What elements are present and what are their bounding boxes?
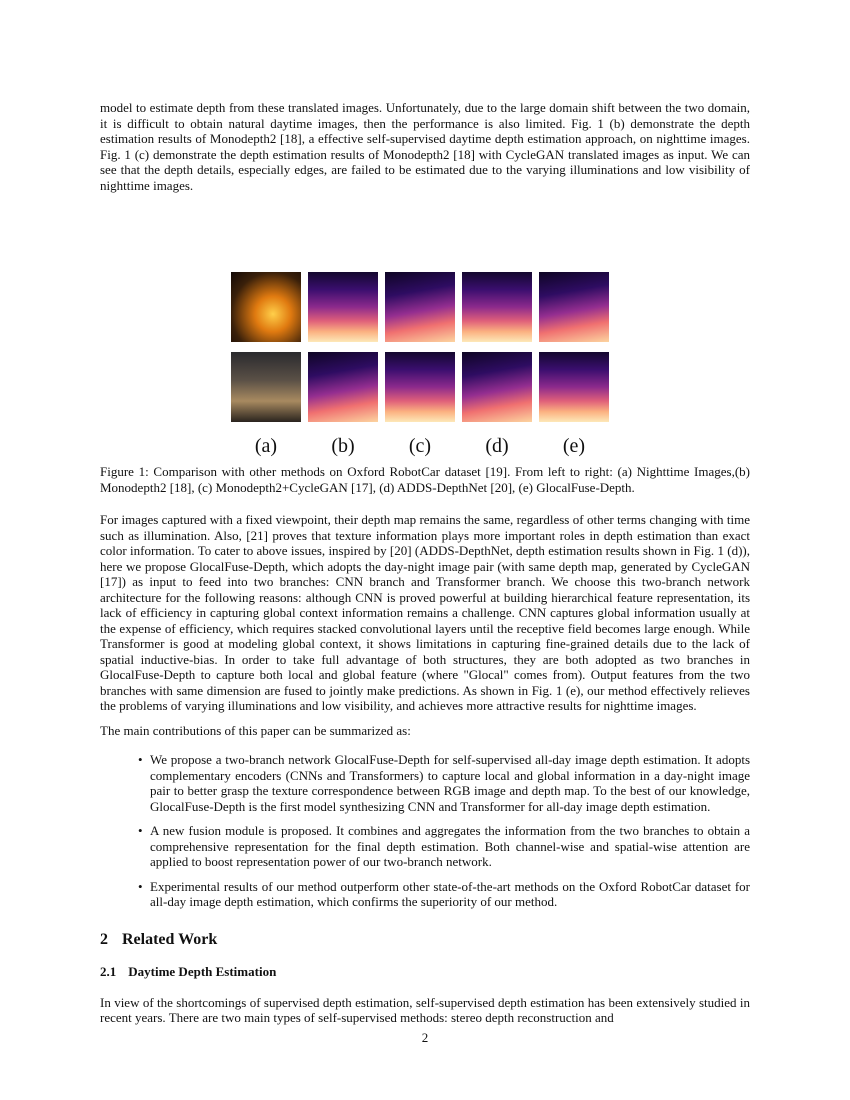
section-heading: [100, 930, 750, 950]
subsection-heading: [100, 964, 750, 980]
depth-monodepth2-2: [308, 352, 378, 422]
figure-label-c: (c): [408, 435, 432, 457]
figure-1: [100, 237, 750, 457]
depth-adds-2: [462, 352, 532, 422]
subsection-title: Daytime Depth Estimation: [128, 963, 277, 979]
subsection-number: 2.1: [100, 963, 117, 979]
page-number: 2: [421, 1030, 429, 1045]
nighttime-image-2: [231, 352, 301, 422]
list-item: • A new fusion module is proposed. It combines and aggregates the information from the two branches to obtain a comprehensive representation for the final depth estimation. Both channel-wise and spatial-wise attention are applied to boost representation power of our two-branch network.: [150, 823, 750, 870]
depth-cyclegan-1: [385, 272, 455, 342]
depth-glocalfuse-1: [539, 272, 609, 342]
section-title: Related Work: [122, 930, 218, 948]
depth-glocalfuse-2: [539, 352, 609, 422]
depth-monodepth2-1: [308, 272, 378, 342]
depth-cyclegan-2: [385, 352, 455, 422]
figure-label-e: (e): [562, 435, 586, 457]
figure-label-a: (a): [254, 435, 278, 457]
paper-page: [100, 100, 750, 1026]
intro-paragraph: model to estimate depth from these translated images. Unfortunately, due to the large domain shift between the two domain, it is difficult to obtain natural daytime images, then the performance is also limited. Fig. 1 (b) demonstrate the depth estimation results of Monodepth2 [18], a effective self-supervised daytime depth estimation approach, on nighttime images. Fig. 1 (c) demonstrate the depth estimation results of Monodepth2 [18] with CycleGAN translated images as input. We can see that the depth details, especially edges, are failed to be estimated due to the varying illuminations and low visibility of nighttime images.: [100, 100, 750, 193]
list-item: • Experimental results of our method outperform other state-of-the-art methods on the Oxford RobotCar dataset for all-day image depth estimation, which confirms the superiority of our method.: [150, 879, 750, 910]
figure-caption: Figure 1: Comparison with other methods on Oxford RobotCar dataset [19]. From left to right: (a) Nighttime Images,(b) Monodepth2 [18], (c) Monodepth2+CycleGAN [17], (d) ADDS-DepthNet [20], (e) GlocalFuse-Depth.: [100, 464, 750, 495]
list-item: • We propose a two-branch network GlocalFuse-Depth for self-supervised all-day image depth estimation. It adopts complementary encoders (CNNs and Transformers) to capture local and global information in a day-night image pair to better grasp the texture correspondence between RGB image and depth map. To the best of our knowledge, GlocalFuse-Depth is the first model synthesizing CNN and Transformer for all-day image depth estimation.: [150, 752, 750, 814]
figure-label-d: (d): [485, 435, 509, 457]
figure-label-b: (b): [331, 435, 355, 457]
paragraph-4: In view of the shortcomings of supervised depth estimation, self-supervised depth estimation has been extensively studied in recent years. There are two main types of self-supervised methods: stereo depth reconstruction and: [100, 994, 750, 1025]
contributions-list: [100, 752, 750, 910]
depth-adds-1: [462, 272, 532, 342]
nighttime-image-1: [231, 272, 301, 342]
paragraph-2: For images captured with a fixed viewpoint, their depth map remains the same, regardless of other terms changing with time such as illumination. Also, [21] proves that texture information plays more important roles in depth estimation than exact color information. To cater to above issues, inspired by [20] (ADDS-DepthNet, depth estimation results shown in Fig. 1 (d)), here we propose GlocalFuse-Depth, which adopts the day-night image pair (with same depth map, generated by CycleGAN [17]) as input to feed into two branches: CNN branch and Transformer branch. We choose this two-branch network architecture for the following reasons: although CNN is proved powerful at building hierarchical feature representation, its lack of efficiency in capturing global context information remains a challenge. CNN captures global information usually at the expense of efficiency, which requires stacked convolutional layers until the receptive field becomes large enough. While Transformer is good at modeling global context, it shows limitations in capturing fine-grained details due to the lack of spatial inductive-bias. In order to take full advantage of both structures, they are both adopted as two branches in GlocalFuse-Depth to capture both local and global feature (where "Glocal" comes from). Output features from the two branches with same dimension are fused to jointly make predictions. As shown in Fig. 1 (e), our method effectively relieves the problems of varying illuminations and low visibility, and achieves more attractive results for nighttime images.: [100, 512, 750, 713]
section-number: 2: [100, 930, 108, 948]
paragraph-3: The main contributions of this paper can be summarized as:: [100, 722, 411, 738]
